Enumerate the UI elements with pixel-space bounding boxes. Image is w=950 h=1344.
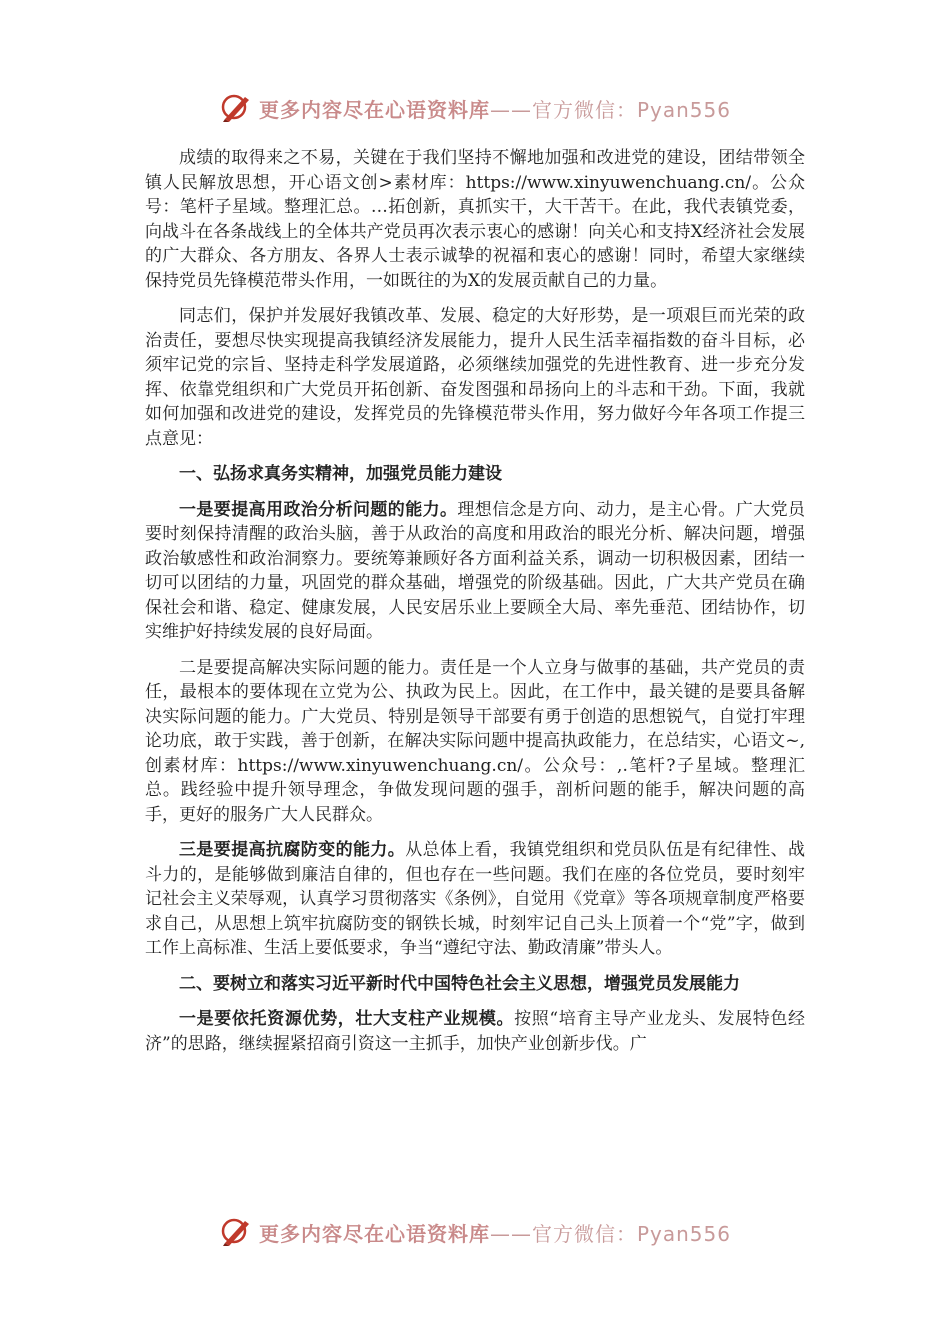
section-heading-1: 一、弘扬求真务实精神，加强党员能力建设 bbox=[179, 464, 502, 484]
header-dash: —— bbox=[489, 97, 532, 122]
paragraph-text: 从总体上看，我镇党组织和党员队伍是有纪律性、战斗力的，是能够做到廉洁自律的，但也存在一些问题。我们在座的各位党员，要时刻牢记社会主义荣辱观，认真学习贯彻落实《条例》，自觉用《党章》等各项规章制度严格要求自己，从思想上筑牢抗腐防变的钢铁长城，时刻牢记自己头上顶着一个“党”字，做到工作上高标准、生活上要低要求，争当“遵纪守法、勤政清廉”带头人。 bbox=[145, 840, 806, 958]
pen-logo-icon bbox=[219, 1215, 253, 1249]
paragraph-lead: 一是要依托资源优势，壮大支柱产业规模。 bbox=[179, 1009, 515, 1029]
paragraph-text: 二是要提高解决实际问题的能力。责任是一个人立身与做事的基础，共产党员的责任，最根本的要体现在立党为公、执政为民上。因此，在工作中，最关键的是要具备解决实际问题的能力。广大党员、特别是领导干部要有勇于创造的思想锐气，自觉打牢理论功底，敢于实践，善于创新，在解决实际问题中提高执政能力，在总结实，心语文~,创素材库：https://www.xinyuwenchuang.cn/。公众号：,.笔杆?子星域。整理汇总。践经验中提升领导理念，争做发现问题的强手，剖析问题的能手，解决问题的高手，更好的服务广大人民群众。 bbox=[145, 657, 805, 825]
footer-banner-text bbox=[259, 1218, 731, 1247]
paragraph-intro bbox=[145, 146, 805, 293]
paragraph-lead: 三是要提高抗腐防变的能力。 bbox=[179, 840, 406, 860]
pen-logo-icon bbox=[219, 91, 253, 125]
paragraph-text: 按照“培育主导产业龙头、发展特色经济”的思路，继续握紧招商引资这一主抓手，加快产业创新步伐。广 bbox=[145, 1009, 805, 1054]
document-body bbox=[145, 146, 805, 1067]
paragraph-comrades bbox=[145, 304, 805, 451]
header-brand-text: 更多内容尽在心语资料库 bbox=[258, 97, 490, 122]
footer-wechat-text: 官方微信：Pyan556 bbox=[531, 1221, 731, 1246]
paragraph-text: 同志们，保护并发展好我镇改革、发展、稳定的大好形势，是一项艰巨而光荣的政治责任，要想尽快实现提高我镇经济发展能力，提升人民生活幸福指数的奋斗目标，必须牢记党的宗旨、坚持走科学发展道路，必须继续加强党的先进性教育、进一步充分发挥、依靠党组织和广大党员开拓创新、奋发图强和昂扬向上的斗志和干劲。下面，我就如何加强和改进党的建设，发挥党员的先锋模范带头作用，努力做好今年各项工作提三点意见： bbox=[145, 306, 805, 449]
footer-banner bbox=[0, 1212, 950, 1252]
paragraph-point-4 bbox=[145, 1007, 805, 1056]
paragraph-lead: 一是要提高用政治分析问题的能力。 bbox=[179, 499, 458, 520]
paragraph-text: 成绩的取得来之不易，关键在于我们坚持不懈地加强和改进党的建设，团结带领全镇人民解放思想，开心语文创>素材库：https://www.xinyuwenchuang.cn/。公众号：笔杆子星域。整理汇总。…拓创新，真抓实干，大干苦干。在此，我代表镇党委，向战斗在各条战线上的全体共产党员再次表示衷心的感谢！向关心和支持X经济社会发展的广大群众、各方朋友、各界人士表示诚挚的祝福和衷心的感谢！同时，希望大家继续保持党员先锋模范带头作用，一如既往的为X的发展贡献自己的力量。 bbox=[145, 148, 805, 291]
paragraph-point-3 bbox=[145, 838, 805, 961]
paragraph-point-1 bbox=[145, 498, 805, 645]
paragraph-text: 理想信念是方向、动力，是主心骨。广大党员要时刻保持清醒的政治头脑，善于从政治的高度和用政治的眼光分析、解决问题，增强政治敏感性和政治洞察力。要统筹兼顾好各方面利益关系，调动一切积极因素，团结一切可以团结的力量，巩固党的群众基础，增强党的阶级基础。因此，广大共产党员在确保社会和谐、稳定、健康发展，人民安居乐业上要顾全大局、率先垂范、团结协作，切实维护好持续发展的良好局面。 bbox=[145, 499, 806, 642]
footer-dash: —— bbox=[489, 1221, 532, 1246]
header-banner-text bbox=[259, 94, 731, 123]
footer-brand-text: 更多内容尽在心语资料库 bbox=[258, 1221, 490, 1246]
paragraph-point-2 bbox=[145, 656, 805, 828]
header-wechat-text: 官方微信：Pyan556 bbox=[531, 97, 731, 122]
header-banner bbox=[0, 88, 950, 128]
section-heading-2: 二、要树立和落实习近平新时代中国特色社会主义思想，增强党员发展能力 bbox=[179, 973, 740, 994]
